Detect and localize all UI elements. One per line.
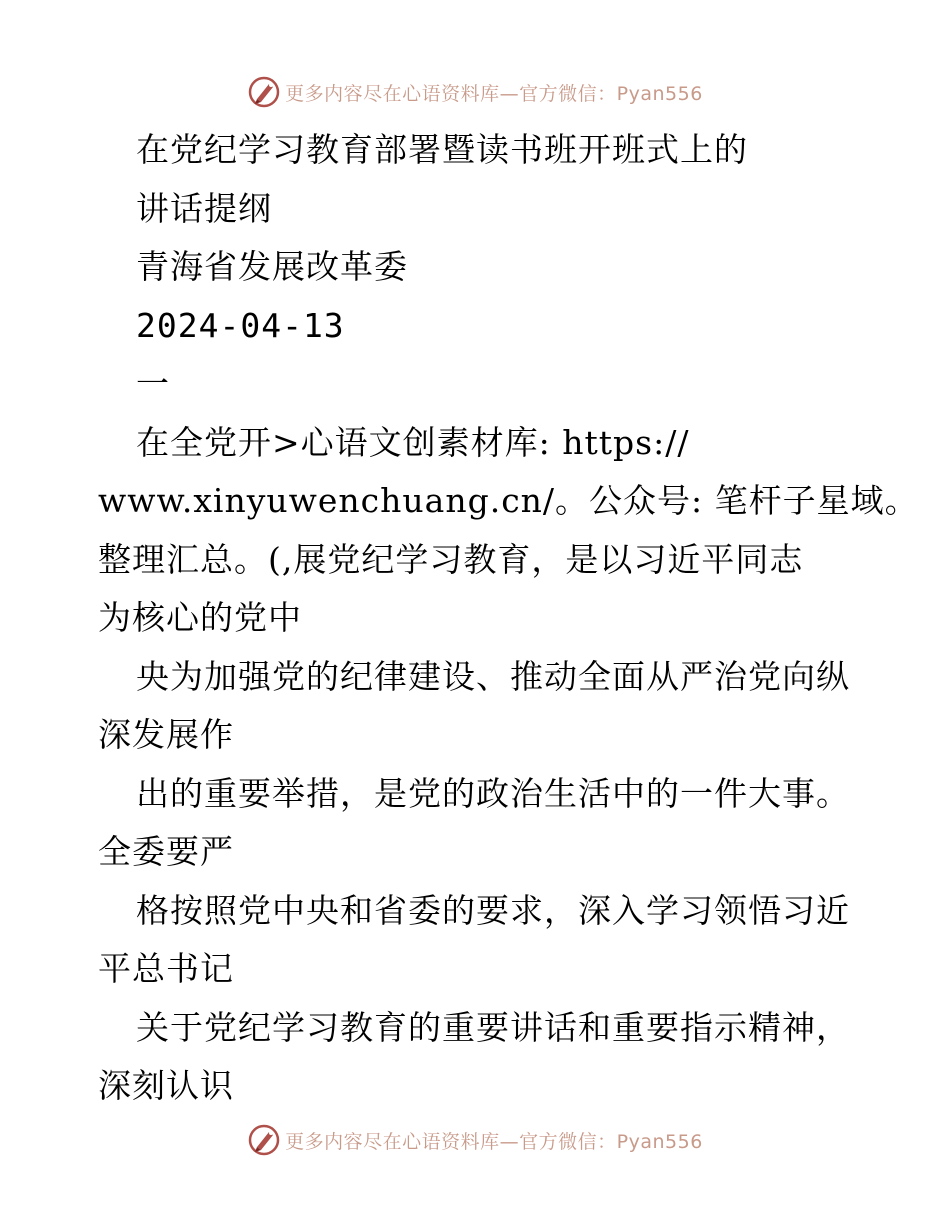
doc-date: 2024-04-13 bbox=[136, 305, 345, 345]
paragraph-line: 全委要严 bbox=[98, 832, 234, 871]
doc-title-line-2: 讲话提纲 bbox=[136, 188, 272, 228]
paragraph-line: www.xinyuwenchuang.cn/。公众号: 笔杆子星域。 bbox=[98, 481, 919, 520]
paragraph-line: 出的重要举措，是党的政治生活中的一件大事。 bbox=[136, 773, 850, 813]
paragraph-line: 关于党纪学习教育的重要讲话和重要指示精神， bbox=[136, 1007, 850, 1047]
doc-author: 青海省发展改革委 bbox=[136, 247, 408, 286]
watermark-text: 更多内容尽在心语资料库—官方微信：Pyan556 bbox=[285, 82, 703, 105]
paragraph-line: 平总书记 bbox=[98, 949, 234, 988]
pen-logo-icon bbox=[247, 75, 281, 109]
paragraph-line: 央为加强党的纪律建设、推动全面从严治党向纵 bbox=[136, 656, 850, 696]
section-number: 一 bbox=[136, 364, 170, 403]
paragraph-line: 深刻认识 bbox=[98, 1066, 234, 1105]
paragraph-line: 深发展作 bbox=[98, 715, 234, 754]
paragraph-line: 整理汇总。(,展党纪学习教育，是以习近平同志 bbox=[98, 539, 804, 579]
document-body bbox=[98, 121, 919, 1116]
paragraph-line: 格按照党中央和省委的要求，深入学习领悟习近 bbox=[136, 890, 850, 930]
pen-logo-icon bbox=[247, 1123, 281, 1157]
doc-title-line-1: 在党纪学习教育部署暨读书班开班式上的 bbox=[136, 130, 748, 169]
paragraph-line: 在全党开>心语文创素材库: https:// bbox=[136, 422, 690, 462]
bottom-watermark-banner bbox=[0, 1120, 950, 1160]
top-watermark-banner bbox=[0, 72, 950, 112]
paragraph-line: 为核心的党中 bbox=[98, 598, 302, 637]
watermark-text: 更多内容尽在心语资料库—官方微信：Pyan556 bbox=[285, 1130, 703, 1153]
